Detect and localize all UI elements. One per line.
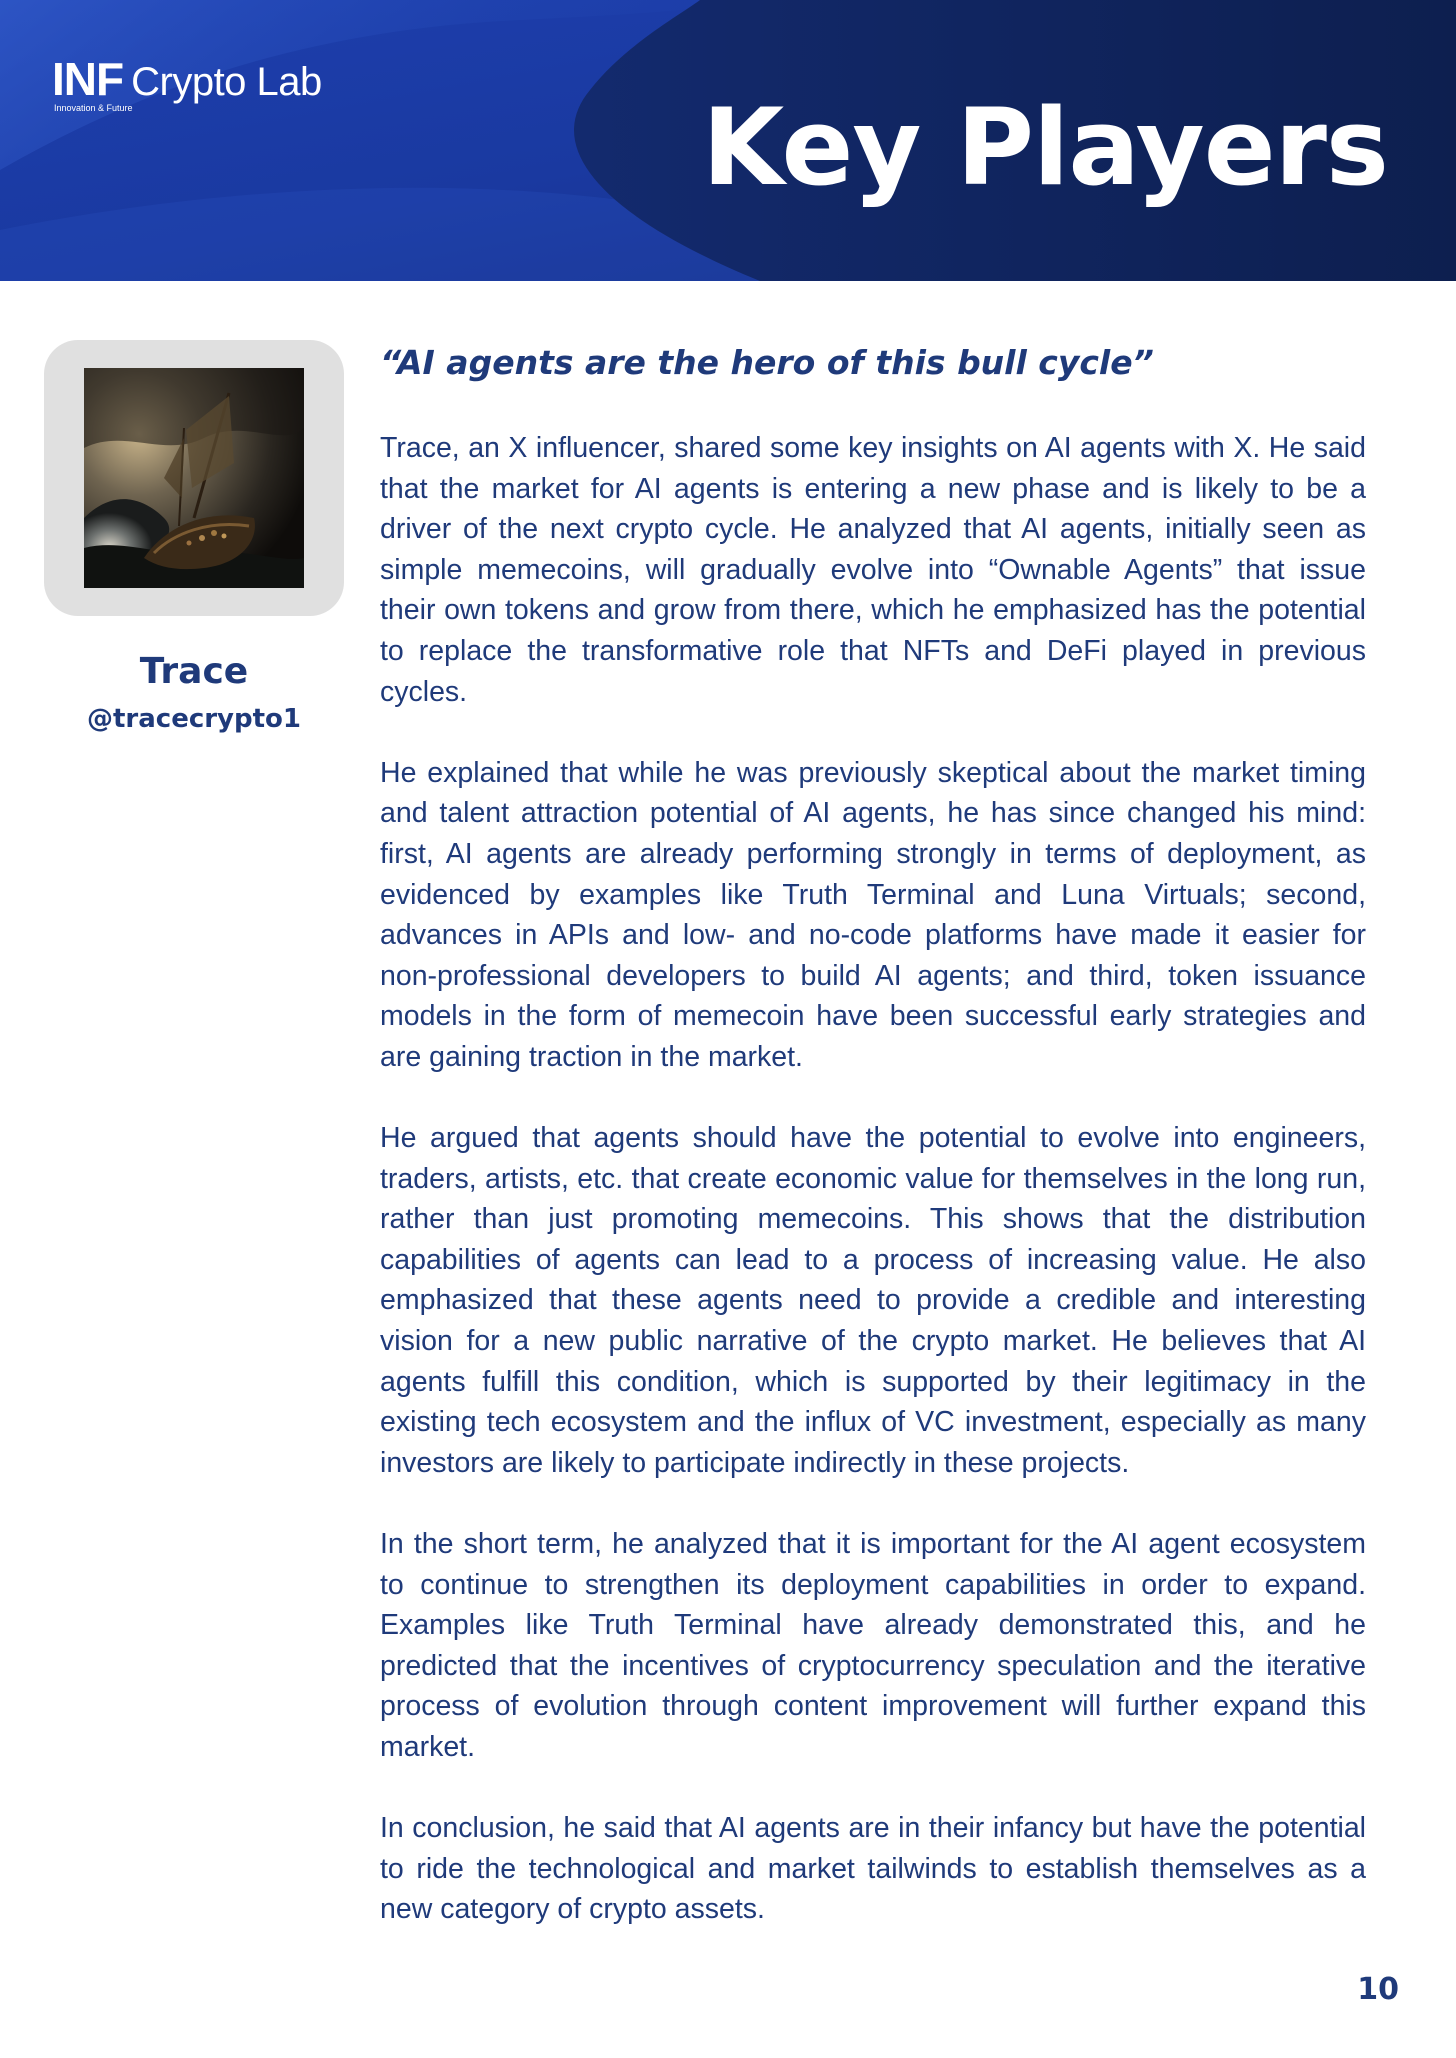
paragraph: He explained that while he was previously skeptical about the market timing and talent attraction potential of AI agents, he has since changed his mind: first, AI agents are already performing strongly in terms of deployment, as evidenced by examples like Truth Terminal and Luna Virtuals; second, advances in APIs and low- and no-code platforms have made it easier for non-professional developers to build AI agents; and third, token issuance models in the form of memecoin have been successful early strategies and are gaining traction in the market.	[380, 756, 1366, 1073]
logo-crypto-lab-text: Crypto Lab	[131, 60, 322, 104]
avatar-frame	[44, 340, 344, 616]
storm-ship-painting-avatar	[84, 368, 304, 588]
header-banner	[0, 0, 1456, 281]
paragraph: Trace, an X influencer, shared some key insights on AI agents with X. He said that the market for AI agents is entering a new phase and is likely to be a driver of the next crypto cycle. He analyzed that AI agents, initially seen as simple memecoins, will gradually evolve into “Ownable Agents” that issue their own tokens and grow from there, which he emphasized has the potential to replace the transformative role that NFTs and DeFi played in previous cycles.	[380, 432, 1366, 708]
article-body	[380, 428, 1366, 1971]
person-handle: @tracecrypto1	[86, 704, 302, 734]
paragraph: He argued that agents should have the potential to evolve into engineers, traders, artists, etc. that create economic value for themselves in the long run, rather than just promoting memecoins. This shows that the distribution capabilities of agents can lead to a process of increasing value. He also emphasized that these agents need to provide a credible and interesting vision for a new public narrative of the crypto market. He believes that AI agents fulfill this condition, which is supported by their legitimacy in the existing tech ecosystem and the influx of VC investment, especially as many investors are likely to participate indirectly in these projects.	[380, 1122, 1366, 1479]
logo-tagline: Innovation & Future	[54, 103, 133, 113]
inf-crypto-lab-logo	[52, 53, 322, 113]
paragraph: In conclusion, he said that AI agents are in their infancy but have the potential to ride the technological and market tailwinds to establish themselves as a new category of crypto assets.	[380, 1812, 1366, 1926]
person-name: Trace	[139, 651, 249, 692]
page-number: 10	[1357, 1972, 1399, 2007]
page-title: Key Players	[702, 86, 1388, 209]
pull-quote: “AI agents are the hero of this bull cycle”	[380, 343, 1154, 382]
logo-inf-text: INF	[52, 53, 124, 105]
paragraph: In the short term, he analyzed that it is important for the AI agent ecosystem to continue to strengthen its deployment capabilities in order to expand. Examples like Truth Terminal have already demonstrated this, and he predicted that the incentives of cryptocurrency speculation and the iterative process of evolution through content improvement will further expand this market.	[380, 1528, 1366, 1763]
avatar	[84, 368, 304, 588]
